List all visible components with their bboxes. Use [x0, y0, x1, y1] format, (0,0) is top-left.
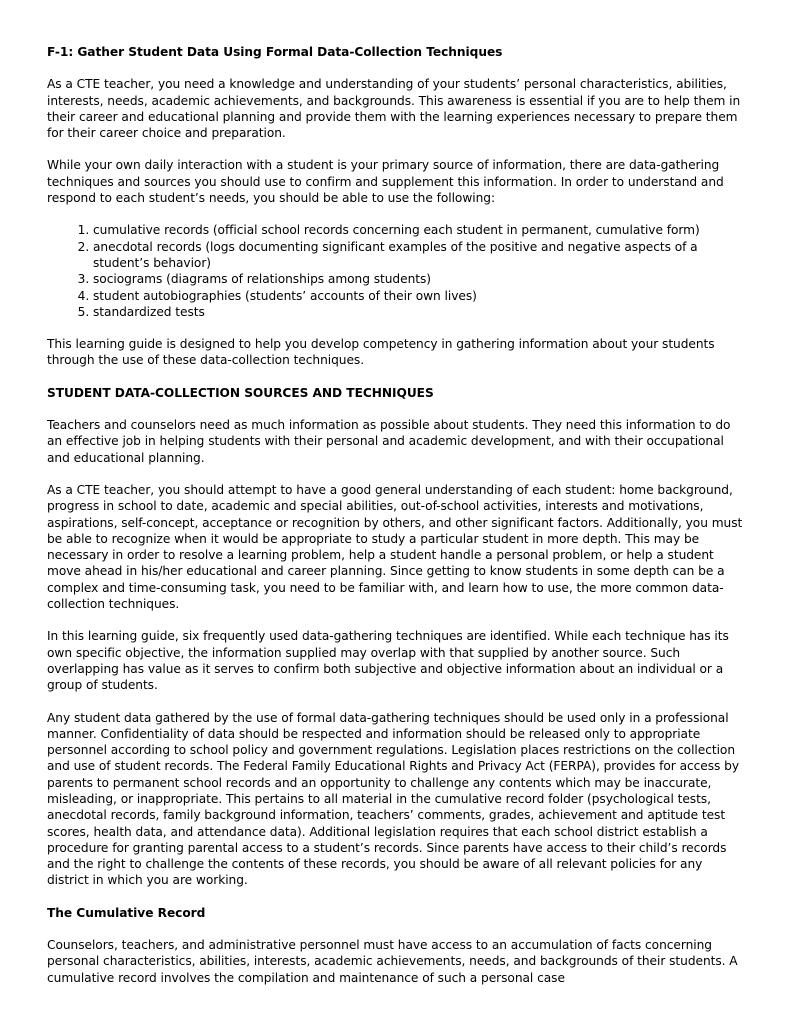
list-item: 4. student autobiographies (students’ accounts of their own lives) [93, 288, 747, 304]
section-paragraph-3: In this learning guide, six frequently used data-gathering techniques are identified. While each technique has its own specific objective, the information supplied may overlap with that supplied by another source. Such overlapping has value as it serves to confirm both subjective and objective information about an individual or a group of students. [47, 629, 729, 693]
intro-paragraph-2: While your own daily interaction with a student is your primary source of information, there are data-gathering techniques and sources you should use to confirm and supplement this information. In order to understand and respond to each student’s needs, you should be able to use the following: [47, 158, 724, 206]
techniques-list [47, 222, 747, 320]
section-heading: STUDENT DATA-COLLECTION SOURCES AND TECHNIQUES [47, 385, 434, 400]
section-paragraph-4: Any student data gathered by the use of formal data-gathering techniques should be used only in a professional manner. Confidentiality of data should be respected and information should be released only to appropriate personnel according to school policy and government regulations. Legislation places restrictions on the collection and use of student records. The Federal Family Educational Rights and Privacy Act (FERPA), provides for access by parents to permanent school records and an opportunity to challenge any contents which may be inaccurate, misleading, or inappropriate. This pertains to all material in the cumulative record folder (psychological tests, anecdotal records, family background information, teachers’ comments, grades, achievement and aptitude test scores, health data, and attendance data). Additional legislation requires that each school district establish a procedure for granting parental access to a student’s records. Since parents have access to their child’s records and the right to challenge the contents of these records, you should be aware of all relevant policies for any district in which you are working. [47, 710, 740, 888]
intro-paragraph-1: As a CTE teacher, you need a knowledge and understanding of your students’ personal characteristics, abilities, interests, needs, academic achievements, and backgrounds. This awareness is essential if you are to help them in their career and educational planning and provide them with the learning experiences necessary to prepare them for their career choice and preparation. [47, 77, 741, 141]
list-item: 1. cumulative records (official school records concerning each student in permanent, cumulative form) [93, 222, 747, 238]
document-page [47, 44, 747, 1002]
section-paragraph-2: As a CTE teacher, you should attempt to have a good general understanding of each student: home background, progress in school to date, academic and special abilities, out-of-school activities, interests and motivations, aspirations, self-concept, acceptance or recognition by others, and other significant factors. Additionally, you must be able to recognize when it would be appropriate to study a particular student in more depth. This may be necessary in order to resolve a learning problem, help a student handle a personal problem, or help a student move ahead in his/her educational and career planning. Since getting to know students in some depth can be a complex and time-consuming task, you need to be familiar with, and learn how to use, the more common data-collection techniques. [47, 482, 743, 612]
subsection-heading: The Cumulative Record [47, 905, 206, 920]
document-title: F-1: Gather Student Data Using Formal Data-Collection Techniques [47, 45, 503, 59]
list-item: 5. standardized tests [93, 304, 747, 320]
after-list-paragraph: This learning guide is designed to help you develop competency in gathering information about your students through the use of these data-collection techniques. [47, 337, 715, 368]
list-item: 3. sociograms (diagrams of relationships among students) [93, 271, 747, 287]
section-paragraph-1: Teachers and counselors need as much information as possible about students. They need this information to do an effective job in helping students with their personal and academic development, and with their occupational and educational planning. [47, 418, 731, 465]
subsection-paragraph: Counselors, teachers, and administrative personnel must have access to an accumulation of facts concerning personal characteristics, abilities, interests, academic achievements, needs, and backgrounds of their students. A cumulative record involves the compilation and maintenance of such a personal case [47, 938, 738, 985]
list-item: 2. anecdotal records (logs documenting significant examples of the positive and negative aspects of a student’s behavior) [93, 239, 747, 272]
